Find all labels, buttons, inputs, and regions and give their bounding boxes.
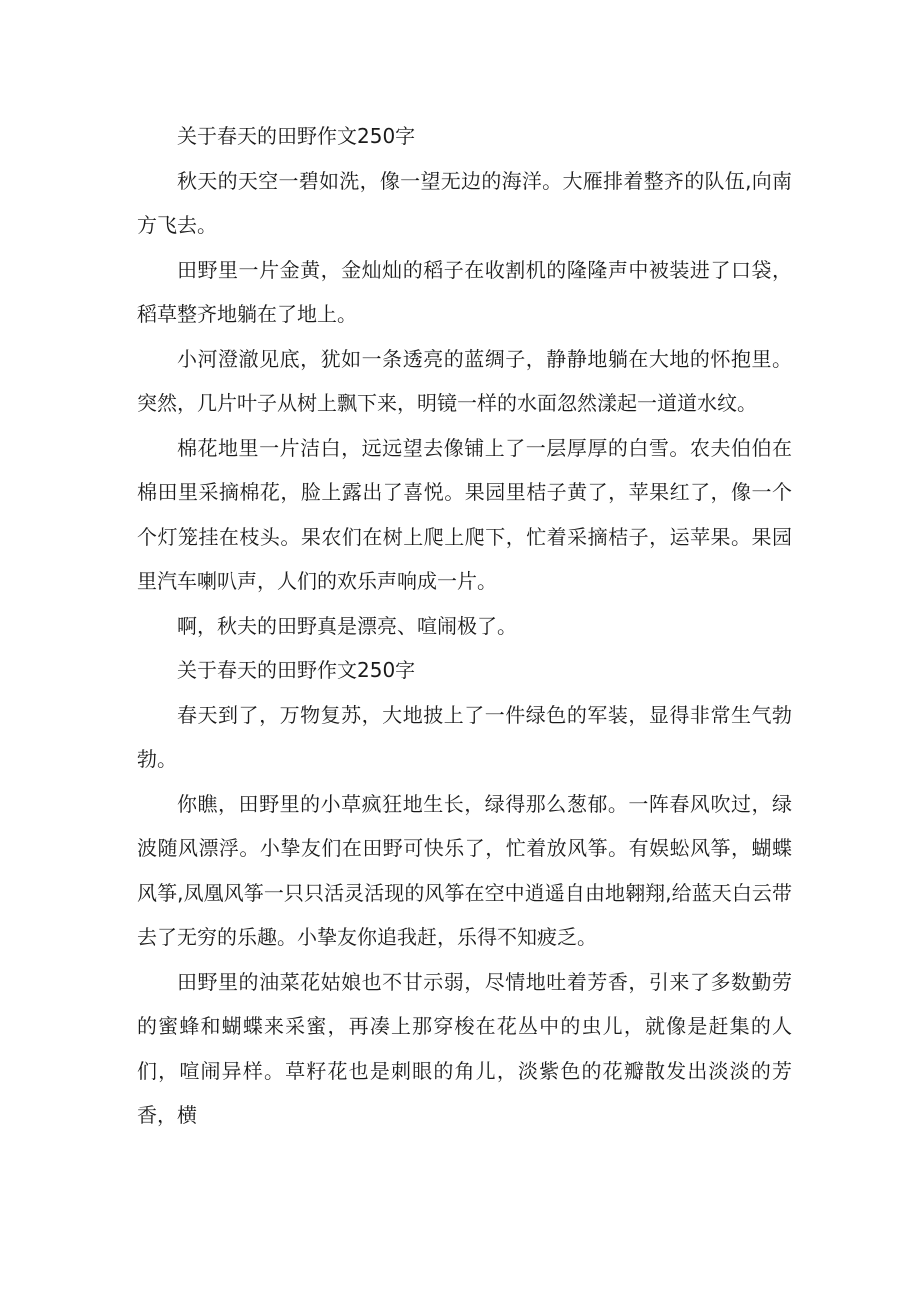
paragraph-closing: 啊，秋夫的田野真是漂亮、喧闹极了。 xyxy=(177,613,517,638)
paragraph-river: 小河澄澈见底，犹如一条透亮的蓝绸子，静静地躺在大地的怀抱里。突然，几片叶子从树上飘下来，明镜一样的水面忽然漾起一道道水纹。 xyxy=(137,346,792,415)
paragraph-spring-arrives: 春天到了，万物复苏，大地披上了一件绿色的军装，显得非常生气勃勃。 xyxy=(137,702,792,771)
paragraph-golden-field: 田野里一片金黄，金灿灿的稻子在收割机的隆隆声中被装进了口袋，稻草整齐地躺在了地上。 xyxy=(137,257,792,326)
paragraph-rape-flowers: 田野里的油菜花姑娘也不甘示弱，尽情地吐着芳香，引来了多数勤劳的蜜蜂和蝴蝶来采蜜，再凑上那穿梭在花丛中的虫儿，就像是赶集的人们，喧闹异样。草籽花也是刺眼的角儿，淡紫色的花瓣散发出淡淡的芳香，横 xyxy=(137,969,792,1127)
paragraph-autumn-sky: 秋天的天空一碧如洗，像一望无边的海洋。大雁排着整齐的队伍,向南方飞去。 xyxy=(137,168,792,237)
essay-title-2: 关于春天的田野作文250字 xyxy=(177,658,416,682)
essay-title-1: 关于春天的田野作文250字 xyxy=(177,124,416,148)
paragraph-cotton-orchard: 棉花地里一片洁白，远远望去像铺上了一层厚厚的白雪。农夫伯伯在棉田里采摘棉花，脸上露出了喜悦。果园里桔子黄了，苹果红了，像一个个灯笼挂在枝头。果农们在树上爬上爬下，忙着采摘桔子，运苹果。果园里汽车喇叭声，人们的欢乐声响成一片。 xyxy=(137,435,792,593)
document-body xyxy=(137,114,792,1138)
paragraph-kites: 你瞧，田野里的小草疯狂地生长，绿得那么葱郁。一阵春风吹过，绿波随风漂浮。小挚友们在田野可快乐了，忙着放风筝。有娱蚣风筝，蝴蝶风筝,凤凰风筝一只只活灵活现的风筝在空中逍遥自由地翱翔,给蓝天白云带去了无穷的乐趣。小挚友你追我赶，乐得不知疲乏。 xyxy=(137,791,792,949)
